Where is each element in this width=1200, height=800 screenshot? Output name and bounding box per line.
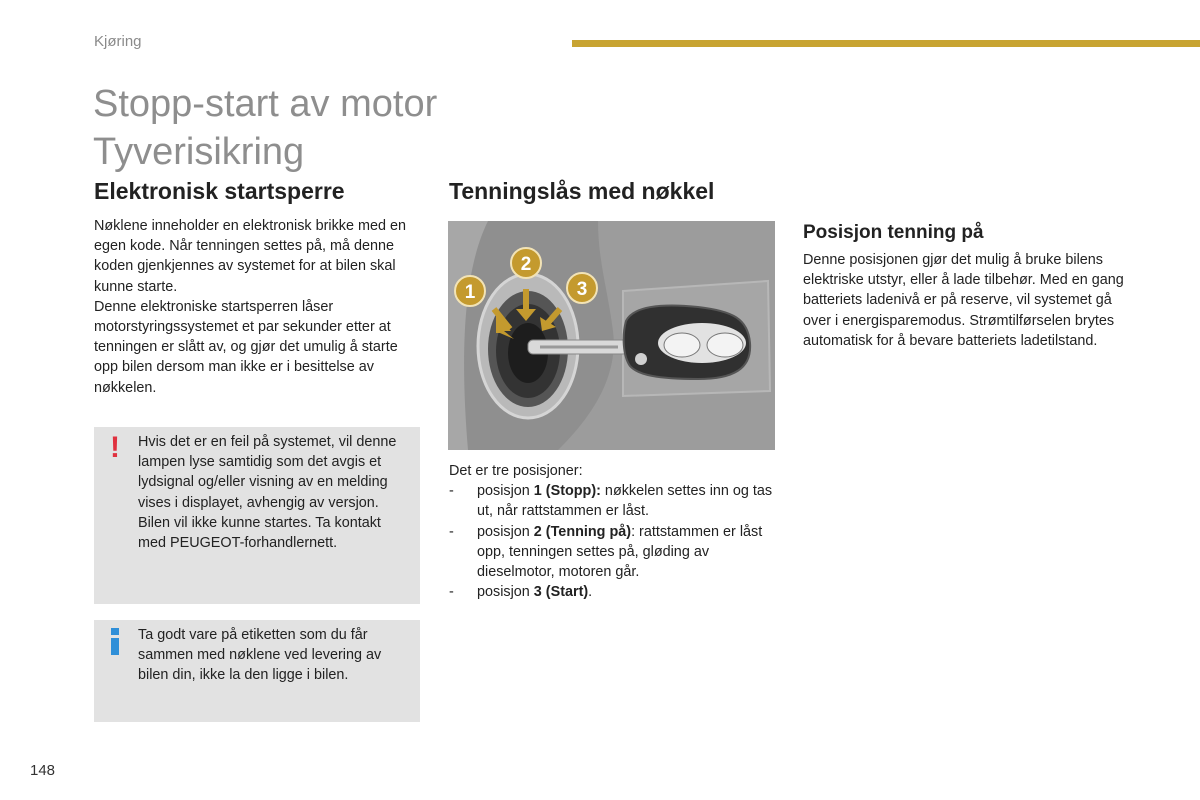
ignition-on-description: [803, 250, 1133, 351]
page-title: [93, 80, 437, 176]
warning-note-line2: Bilen vil ikke kunne startes. Ta kontakt med PEUGEOT-forhandlernett.: [138, 514, 381, 552]
list-item: - posisjon 1 (Stopp): nøkkelen settes inn og tas ut, når rattstammen er låst.: [449, 483, 773, 520]
heading-ignition-on-position: Posisjon tenning på: [803, 222, 984, 243]
positions-list: [449, 461, 779, 602]
heading-ignition-switch: Tenningslås med nøkkel: [449, 178, 715, 204]
warning-note-line1: Hvis det er en feil på systemet, vil denne lampen lyse samtidig som det avgis et lydsignal og/eller visning av en melding vises i displayet, avhengig av versjon.: [138, 434, 397, 511]
info-note: [94, 620, 420, 722]
position-2-label: 2: [520, 254, 532, 275]
immobiliser-paragraph-1: Nøklene inneholder en elektronisk brikke med en egen kode. Når tenningen settes på, må denne koden gjenkjennes av systemet for at bilen skal kunne starte.: [94, 218, 406, 295]
immobiliser-paragraph-2: Denne elektroniske startsperren låser motorstyringssystemet et par sekunder etter at tenningen er slått av, og gjør det umulig å starte opp bilen dersom man ikke er i besittelse av nøkkelen.: [94, 298, 398, 396]
page-title-line1: Stopp-start av motor: [93, 83, 438, 125]
list-item: - posisjon 3 (Start).: [449, 584, 593, 601]
warning-note-text: [138, 432, 410, 553]
position-1-label: 1: [464, 282, 476, 303]
ignition-on-text: Denne posisjonen gjør det mulig å bruke bilens elektriske utstyr, eller å lade tilbehør. Med en gang batteriets ladenivå er på reserve, vil systemet gå over i energisparemodus. Strømtilførselen brytes automatisk for å bevare batteriets ladetilstand.: [803, 252, 1124, 349]
warning-exclamation-icon: !: [110, 431, 120, 464]
positions-intro: Det er tre posisjoner:: [449, 463, 583, 479]
position-3-label: 3: [576, 279, 588, 300]
list-item: - posisjon 2 (Tenning på): rattstammen er låst opp, tenningen settes på, gløding av dieselmotor, motoren går.: [449, 523, 763, 581]
info-icon: [110, 626, 120, 656]
immobiliser-description: [94, 216, 424, 398]
info-note-line: Ta godt vare på etiketten som du får sammen med nøklene ved levering av bilen din, ikke la den ligge i bilen.: [138, 627, 382, 684]
info-note-text: [138, 625, 410, 686]
page-number: 148: [30, 762, 56, 779]
warning-note: [94, 427, 420, 604]
ignition-key-illustration: [448, 221, 775, 450]
page-title-line2: Tyverisikring: [93, 131, 305, 173]
header-accent-bar: [572, 40, 1200, 47]
section-label: Kjøring: [94, 33, 142, 50]
heading-electronic-immobiliser: Elektronisk startsperre: [94, 178, 345, 204]
